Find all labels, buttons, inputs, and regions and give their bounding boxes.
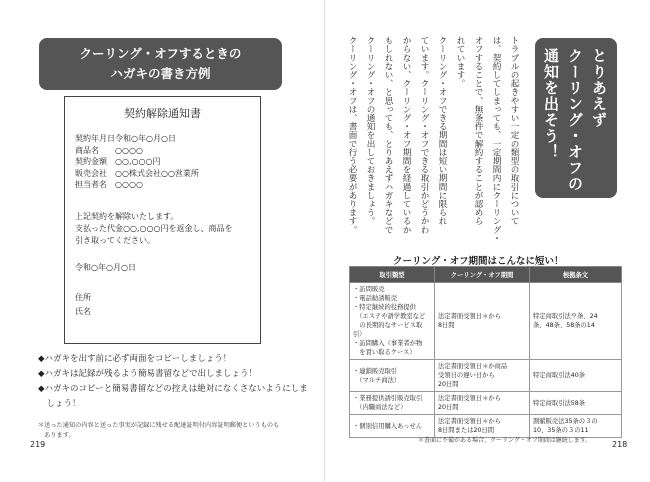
cell-line: （内職商法など） [353,404,407,411]
cell-line: 法定書面受領日＊か商品 [438,363,508,370]
table-row [350,283,622,360]
table-row [350,392,622,415]
body-column: オフすることで、無条件で解約することが認めら [473,36,483,226]
body-column: れています。 [455,36,465,88]
postcard-example [64,96,261,344]
field-value: ○○○○ [115,180,143,189]
cell-line: ・電話勧誘販売 [353,295,398,302]
tip-item: ◆ハガキは記録が残るよう簡易書留などで出しましょう！ [38,369,258,379]
cooling-off-banner [535,38,617,198]
body-column: クーリング・オフは、書面で行う必要があります。 [347,36,357,234]
type-cell [350,283,435,360]
postcard-date: 令和○年○月○日 [75,263,136,272]
postcard-sender [75,291,91,319]
body-column: クーリング・オフの通知を出しておきましょう。 [365,36,375,226]
table-title: クーリング・オフ期間はこんなに短い！ [393,256,564,267]
banner-line-3: 通知を出そう！ [542,48,560,160]
field-row [75,168,199,180]
right-page [325,0,650,482]
postcard-body [75,211,255,247]
page-number: 219 [30,440,46,449]
tip-item: ◆ハガキのコピーと簡易書留などの控えは絶対になくさないようにしま [38,384,308,394]
cell-line: 法定書面受領日＊から [438,395,501,402]
field-row [75,156,199,168]
body-column: トラブルの起きやすい一定の類型の取引について [509,36,519,226]
field-value: ○○,○○○円 [115,157,161,166]
banner-line-1: とりあえず [590,48,608,128]
postcard-section-banner [39,38,282,90]
footnote-line: あります。 [38,432,75,439]
cell-line: 特定商取引法９条、24 [533,313,598,320]
footnote-line: ＊送った通知の内容と送った事実が記録に残せる配達証明付内容証明郵便というものも [38,422,280,429]
field-label: 商品名 [75,145,99,155]
body-line: 支払った代金○○,○○○円を返金し、商品を [75,224,233,233]
cell-line: の長期的なサービス取引） [353,322,423,338]
cell-line: 法定書面受領日＊から [438,418,501,425]
cell-line: ・連鎖販売取引 [353,367,398,375]
cell-line: ・個別信用購入あっせん [353,422,423,430]
tip-item: しょう！ [38,399,81,409]
header-cell: 取引類型 [350,267,435,283]
cell-line: ・業務提供誘引販売取引 [353,395,423,402]
article-cell [530,360,622,392]
field-row [75,133,199,145]
period-cell [435,360,530,392]
type-cell [350,392,435,415]
banner-line-2: ハガキの書き方例 [110,66,211,81]
field-label: 契約年月日 [75,134,115,143]
cooling-off-table [349,266,622,438]
cell-line: 特定商取引法58条 [533,399,586,407]
cell-line: （マルチ商法） [353,376,401,384]
cell-line: ・特定継続的役務提供 [353,304,416,311]
cell-line: を買い取るケース） [353,349,416,356]
field-value: ○○○○ [115,145,143,155]
footnote [38,421,290,441]
table-row [350,360,622,392]
cell-line: 受領日の遅い日から [438,372,495,379]
cell-line: 特定商取引法40条 [533,372,586,379]
cell-line: （エステや語学教室など [353,313,426,320]
body-column: は、契約してしまっても、一定期間内にクーリング・ [491,36,501,243]
cell-line: 法定書面受領日＊から [438,313,501,320]
cell-line: 20日間 [438,381,459,388]
table-footnote: ＊書面に不備がある場合、クーリング・オフ期間は継続します。 [418,437,592,444]
banner-line-1: クーリング・オフするときの [79,46,242,61]
field-row [75,179,199,191]
page-number: 218 [612,440,628,449]
article-cell [530,283,622,360]
body-column: ています。クーリング・オフできる取引かどうかわ [419,36,429,234]
field-label: 販売会社 [75,168,107,178]
cell-line: 10、35条の３の11 [533,427,589,434]
cell-line: ・訪問購入（事業者が物 [353,340,423,347]
type-cell [350,360,435,392]
postcard-title: 契約解除通知書 [124,107,201,120]
tip-item: ◆ハガキを出す前に必ず両面をコピーしましょう！ [38,354,232,364]
cell-line: ・訪問販売 [353,286,385,293]
name-label: 氏名 [75,307,91,316]
banner-line-2: クーリング・オフの [566,48,584,192]
field-value: ○○株式会社○○営業所 [115,168,199,178]
cell-line: 8日間 [438,322,455,329]
vertical-body-text [343,36,521,251]
body-column: クーリング・オフできる期間は短い期間に限られ [437,36,447,226]
body-line: 上記契約を解除いたします。 [75,212,179,221]
period-cell [435,283,530,360]
body-line: 引き取ってください。 [75,236,155,245]
cell-line: 条、48条、58条の14 [533,322,595,329]
article-cell [530,392,622,415]
table-header-row [350,267,622,283]
period-cell [435,392,530,415]
postcard-fields [75,133,199,191]
field-row [75,145,199,157]
cell-line: 8日間または20日間 [438,427,495,434]
address-label: 住所 [75,293,91,302]
body-column: もしれない、と思っても、とりあえずハガキなどで [383,36,393,234]
tips-list [38,352,308,412]
field-label: 担当者名 [75,180,107,189]
body-column: からない、クーリング・オフ期間を経過しているか [401,36,411,234]
field-value: 令和○年○月○日 [115,134,176,143]
header-cell: クーリング・オフ期間 [435,267,530,283]
cell-line: 割賦販売法35条の３の [533,418,598,425]
header-cell: 根拠条文 [530,267,622,283]
cell-line: 20日間 [438,404,459,411]
field-label: 契約金額 [75,157,107,166]
